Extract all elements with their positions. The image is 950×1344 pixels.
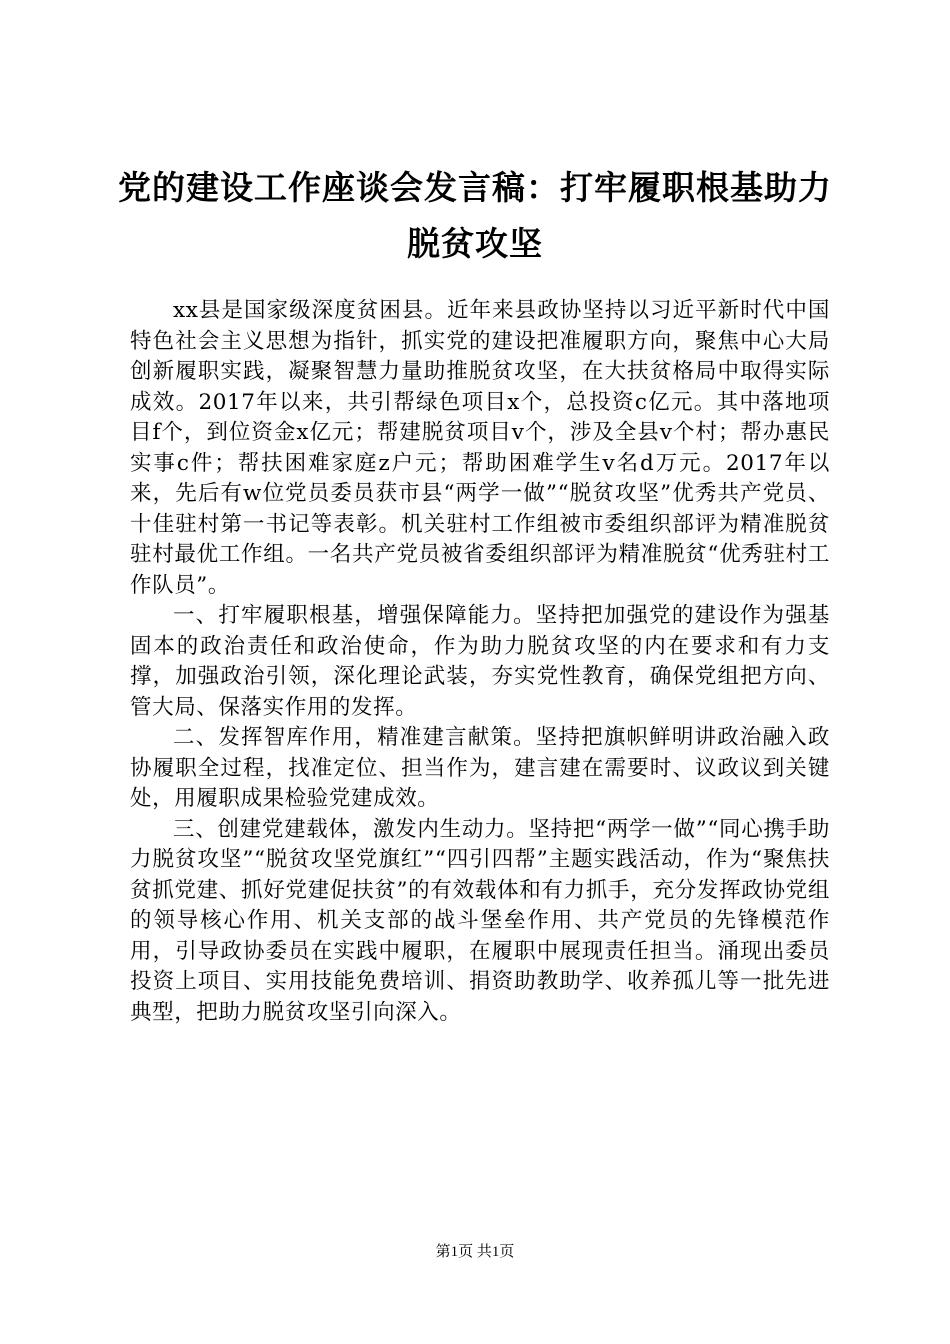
document-body: [130, 296, 830, 1028]
section-three-paragraph: 三、创建党建载体，激发内生动力。坚持把“两学一做”“同心携手助力脱贫攻坚”“脱贫攻坚党旗红”“四引四帮”主题实践活动，作为“聚焦扶贫抓党建、抓好党建促扶贫”的有效载体和有力抓手，充分发挥政协党组的领导核心作用、机关支部的战斗堡垒作用、共产党员的先锋模范作用，引导政协委员在实践中履职，在履职中展现责任担当。涌现出委员投资上项目、实用技能免费培训、捐资助教助学、收养孤儿等一批先进典型，把助力脱贫攻坚引向深入。: [130, 816, 830, 1025]
document-title: 党的建设工作座谈会发言稿：打牢履职根基助力脱贫攻坚: [118, 168, 832, 263]
section-one-paragraph: 一、打牢履职根基，增强保障能力。坚持把加强党的建设作为强基固本的政治责任和政治使命，作为助力脱贫攻坚的内在要求和有力支撑，加强政治引领，深化理论武装，夯实党性教育，确保党组把方向、管大局、保落实作用的发挥。: [130, 603, 830, 720]
section-two-paragraph: 二、发挥智库作用，精准建言献策。坚持把旗帜鲜明讲政治融入政协履职全过程，找准定位、担当作为，建言建在需要时、议政议到关键处，用履职成果检验党建成效。: [130, 725, 830, 811]
intro-paragraph: xx县是国家级深度贫困县。近年来县政协坚持以习近平新时代中国特色社会主义思想为指针，抓实党的建设把准履职方向，聚焦中心大局创新履职实践，凝聚智慧力量助推脱贫攻坚，在大扶贫格局中取得实际成效。2017年以来，共引帮绿色项目x个，总投资c亿元。其中落地项目f个，到位资金x亿元；帮建脱贫项目v个，涉及全县v个村；帮办惠民实事c件；帮扶困难家庭z户元；帮助困难学生v名d万元。2017年以来，先后有w位党员委员获市县“两学一做”“脱贫攻坚”优秀共产党员、十佳驻村第一书记等表彰。机关驻村工作组被市委组织部评为精准脱贫驻村最优工作组。一名共产党员被省委组织部评为精准脱贫“优秀驻村工作队员”。: [130, 298, 830, 598]
page-footer: 第1页 共1页: [435, 1244, 515, 1260]
